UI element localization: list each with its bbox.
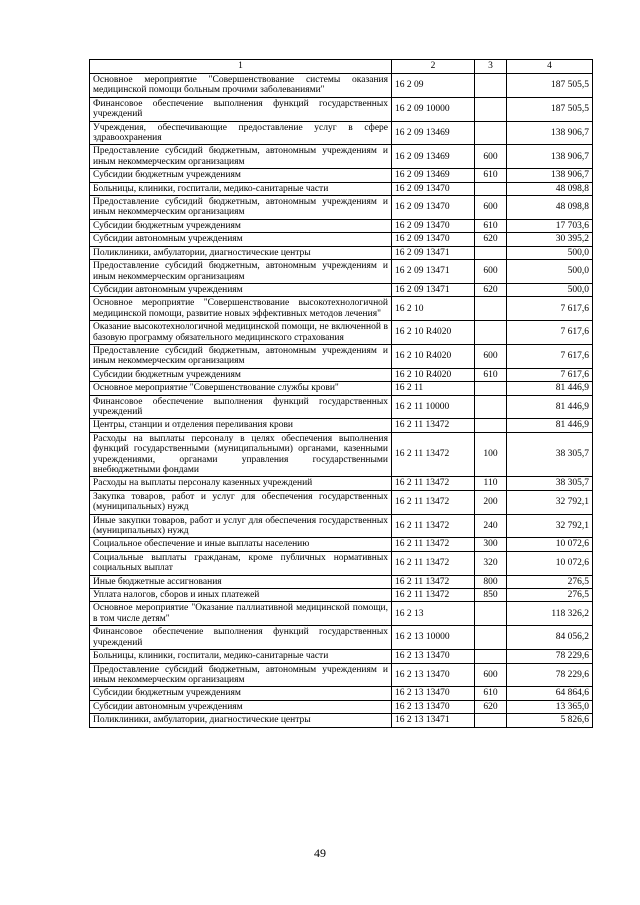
row-code-cell: 16 2 09 13469 <box>392 145 475 169</box>
row-code-cell: 16 2 11 13472 <box>392 419 475 432</box>
row-amount-cell: 500,0 <box>507 260 593 284</box>
table-row <box>90 714 593 727</box>
row-amount-cell: 81 446,9 <box>507 419 593 432</box>
row-name-cell: Социальные выплаты гражданам, кроме публичных нормативных социальных выплат <box>90 551 392 575</box>
page-number: 49 <box>314 846 326 860</box>
row-name-cell: Поликлиники, амбулатории, диагностические центры <box>90 714 392 727</box>
header-col-4: 4 <box>507 60 593 74</box>
row-type-cell <box>475 419 507 432</box>
row-type-cell: 600 <box>475 344 507 368</box>
row-code-cell: 16 2 11 13472 <box>392 477 475 490</box>
row-name-cell: Расходы на выплаты персоналу казенных учреждений <box>90 477 392 490</box>
row-code-cell: 16 2 13 13470 <box>392 663 475 687</box>
table-row <box>90 260 593 284</box>
row-name-cell: Расходы на выплаты персоналу в целях обеспечения выполнения функций государственными (муниципальными) органами, казенными учреждениями, органами управления государственными внебюджетными фондами <box>90 432 392 477</box>
row-name-cell: Уплата налогов, сборов и иных платежей <box>90 589 392 602</box>
table-row <box>90 368 593 381</box>
row-amount-cell: 500,0 <box>507 283 593 296</box>
table-row <box>90 687 593 700</box>
table-row <box>90 538 593 551</box>
row-name-cell: Центры, станции и отделения переливания крови <box>90 419 392 432</box>
row-code-cell: 16 2 09 13470 <box>392 233 475 246</box>
row-name-cell: Субсидии бюджетным учреждениям <box>90 368 392 381</box>
row-amount-cell: 10 072,6 <box>507 551 593 575</box>
row-amount-cell: 81 446,9 <box>507 382 593 395</box>
row-name-cell: Финансовое обеспечение выполнения функций государственных учреждений <box>90 395 392 419</box>
row-amount-cell: 38 305,7 <box>507 432 593 477</box>
row-type-cell: 620 <box>475 283 507 296</box>
table-row <box>90 395 593 419</box>
row-type-cell: 850 <box>475 589 507 602</box>
row-name-cell: Иные закупки товаров, работ и услуг для обеспечения государственных (муниципальных) нужд <box>90 514 392 538</box>
table-row <box>90 626 593 650</box>
row-type-cell <box>475 97 507 121</box>
row-amount-cell: 7 617,6 <box>507 368 593 381</box>
header-col-2: 2 <box>392 60 475 74</box>
row-code-cell: 16 2 11 10000 <box>392 395 475 419</box>
table-row <box>90 432 593 477</box>
table-row <box>90 121 593 145</box>
table-row <box>90 344 593 368</box>
row-type-cell: 620 <box>475 700 507 713</box>
row-code-cell: 16 2 09 13471 <box>392 246 475 259</box>
row-type-cell <box>475 121 507 145</box>
row-amount-cell: 84 056,2 <box>507 626 593 650</box>
row-type-cell <box>475 650 507 663</box>
row-type-cell: 600 <box>475 663 507 687</box>
row-name-cell: Поликлиники, амбулатории, диагностические центры <box>90 246 392 259</box>
row-name-cell: Основное мероприятие "Совершенствование службы крови" <box>90 382 392 395</box>
row-code-cell: 16 2 10 R4020 <box>392 321 475 345</box>
row-name-cell: Больницы, клиники, госпитали, медико-санитарные части <box>90 182 392 195</box>
row-code-cell: 16 2 10 R4020 <box>392 344 475 368</box>
row-name-cell: Основное мероприятие "Совершенствование высокотехнологичной медицинской помощи, развитие новых эффективных методов лечения" <box>90 297 392 321</box>
row-type-cell <box>475 626 507 650</box>
row-type-cell: 110 <box>475 477 507 490</box>
budget-table <box>89 59 593 728</box>
row-amount-cell: 138 906,7 <box>507 121 593 145</box>
row-code-cell: 16 2 09 13470 <box>392 182 475 195</box>
row-amount-cell: 38 305,7 <box>507 477 593 490</box>
table-row <box>90 219 593 232</box>
row-code-cell: 16 2 11 13472 <box>392 432 475 477</box>
row-code-cell: 16 2 10 R4020 <box>392 368 475 381</box>
row-name-cell: Основное мероприятие "Оказание паллиативной медицинской помощи, в том числе детям" <box>90 602 392 626</box>
row-type-cell <box>475 714 507 727</box>
table-row <box>90 169 593 182</box>
row-amount-cell: 17 703,6 <box>507 219 593 232</box>
row-name-cell: Финансовое обеспечение выполнения функций государственных учреждений <box>90 97 392 121</box>
row-name-cell: Социальное обеспечение и иные выплаты населению <box>90 538 392 551</box>
row-type-cell: 600 <box>475 145 507 169</box>
row-name-cell: Предоставление субсидий бюджетным, автономным учреждениям и иным некоммерческим организациям <box>90 260 392 284</box>
row-type-cell <box>475 382 507 395</box>
row-code-cell: 16 2 09 <box>392 74 475 98</box>
row-code-cell: 16 2 10 <box>392 297 475 321</box>
row-type-cell: 610 <box>475 169 507 182</box>
row-amount-cell: 138 906,7 <box>507 145 593 169</box>
table-row <box>90 575 593 588</box>
row-type-cell: 600 <box>475 196 507 220</box>
row-type-cell: 620 <box>475 233 507 246</box>
row-code-cell: 16 2 09 13471 <box>392 260 475 284</box>
row-amount-cell: 78 229,6 <box>507 663 593 687</box>
row-code-cell: 16 2 11 <box>392 382 475 395</box>
row-amount-cell: 7 617,6 <box>507 297 593 321</box>
row-code-cell: 16 2 13 13470 <box>392 687 475 700</box>
row-type-cell <box>475 321 507 345</box>
table-row <box>90 145 593 169</box>
row-amount-cell: 138 906,7 <box>507 169 593 182</box>
row-type-cell <box>475 74 507 98</box>
row-type-cell <box>475 297 507 321</box>
row-code-cell: 16 2 13 13470 <box>392 650 475 663</box>
row-amount-cell: 276,5 <box>507 575 593 588</box>
table-row <box>90 700 593 713</box>
row-code-cell: 16 2 13 10000 <box>392 626 475 650</box>
row-code-cell: 16 2 11 13472 <box>392 551 475 575</box>
row-type-cell <box>475 246 507 259</box>
row-type-cell <box>475 182 507 195</box>
row-name-cell: Финансовое обеспечение выполнения функций государственных учреждений <box>90 626 392 650</box>
row-name-cell: Предоставление субсидий бюджетным, автономным учреждениям и иным некоммерческим организациям <box>90 196 392 220</box>
table-header-row <box>90 60 593 74</box>
table-row <box>90 650 593 663</box>
row-code-cell: 16 2 09 13469 <box>392 121 475 145</box>
row-code-cell: 16 2 11 13472 <box>392 514 475 538</box>
table-row <box>90 97 593 121</box>
table-row <box>90 551 593 575</box>
table-row <box>90 321 593 345</box>
table-row <box>90 589 593 602</box>
row-code-cell: 16 2 11 13472 <box>392 538 475 551</box>
row-type-cell: 300 <box>475 538 507 551</box>
row-amount-cell: 13 365,0 <box>507 700 593 713</box>
row-type-cell <box>475 395 507 419</box>
table-row <box>90 602 593 626</box>
row-amount-cell: 7 617,6 <box>507 321 593 345</box>
row-name-cell: Закупка товаров, работ и услуг для обеспечения государственных (муниципальных) нужд <box>90 490 392 514</box>
row-amount-cell: 32 792,1 <box>507 514 593 538</box>
row-code-cell: 16 2 13 <box>392 602 475 626</box>
table-row <box>90 514 593 538</box>
table-row <box>90 477 593 490</box>
row-amount-cell: 48 098,8 <box>507 182 593 195</box>
budget-table-body <box>90 60 593 728</box>
table-row <box>90 297 593 321</box>
row-name-cell: Больницы, клиники, госпитали, медико-санитарные части <box>90 650 392 663</box>
table-row <box>90 233 593 246</box>
row-amount-cell: 187 505,5 <box>507 74 593 98</box>
row-type-cell <box>475 602 507 626</box>
table-row <box>90 382 593 395</box>
row-amount-cell: 64 864,6 <box>507 687 593 700</box>
row-name-cell: Субсидии бюджетным учреждениям <box>90 687 392 700</box>
row-name-cell: Предоставление субсидий бюджетным, автономным учреждениям и иным некоммерческим организациям <box>90 663 392 687</box>
row-code-cell: 16 2 09 10000 <box>392 97 475 121</box>
row-name-cell: Иные бюджетные ассигнования <box>90 575 392 588</box>
row-amount-cell: 500,0 <box>507 246 593 259</box>
row-code-cell: 16 2 13 13471 <box>392 714 475 727</box>
header-col-1: 1 <box>90 60 392 74</box>
row-type-cell: 240 <box>475 514 507 538</box>
row-code-cell: 16 2 09 13471 <box>392 283 475 296</box>
row-type-cell: 610 <box>475 368 507 381</box>
row-code-cell: 16 2 09 13470 <box>392 219 475 232</box>
row-name-cell: Основное мероприятие "Совершенствование системы оказания медицинской помощи больным прочими заболеваниями" <box>90 74 392 98</box>
row-code-cell: 16 2 11 13472 <box>392 589 475 602</box>
row-amount-cell: 10 072,6 <box>507 538 593 551</box>
row-type-cell: 610 <box>475 687 507 700</box>
row-type-cell: 100 <box>475 432 507 477</box>
row-amount-cell: 7 617,6 <box>507 344 593 368</box>
row-name-cell: Оказание высокотехнологичной медицинской помощи, не включенной в базовую программу обязательного медицинского страхования <box>90 321 392 345</box>
row-code-cell: 16 2 11 13472 <box>392 490 475 514</box>
row-amount-cell: 118 326,2 <box>507 602 593 626</box>
row-amount-cell: 30 395,2 <box>507 233 593 246</box>
row-name-cell: Предоставление субсидий бюджетным, автономным учреждениям и иным некоммерческим организациям <box>90 344 392 368</box>
table-row <box>90 196 593 220</box>
row-amount-cell: 81 446,9 <box>507 395 593 419</box>
row-name-cell: Субсидии бюджетным учреждениям <box>90 219 392 232</box>
row-amount-cell: 5 826,6 <box>507 714 593 727</box>
row-type-cell: 600 <box>475 260 507 284</box>
table-row <box>90 490 593 514</box>
header-col-3: 3 <box>475 60 507 74</box>
table-row <box>90 246 593 259</box>
row-code-cell: 16 2 09 13469 <box>392 169 475 182</box>
row-code-cell: 16 2 11 13472 <box>392 575 475 588</box>
table-row <box>90 663 593 687</box>
row-amount-cell: 32 792,1 <box>507 490 593 514</box>
row-name-cell: Предоставление субсидий бюджетным, автономным учреждениям и иным некоммерческим организациям <box>90 145 392 169</box>
table-row <box>90 182 593 195</box>
row-type-cell: 800 <box>475 575 507 588</box>
row-amount-cell: 78 229,6 <box>507 650 593 663</box>
row-amount-cell: 187 505,5 <box>507 97 593 121</box>
row-name-cell: Учреждения, обеспечивающие предоставление услуг в сфере здравоохранения <box>90 121 392 145</box>
row-name-cell: Субсидии бюджетным учреждениям <box>90 169 392 182</box>
row-name-cell: Субсидии автономным учреждениям <box>90 700 392 713</box>
row-name-cell: Субсидии автономным учреждениям <box>90 233 392 246</box>
row-type-cell: 610 <box>475 219 507 232</box>
row-type-cell: 320 <box>475 551 507 575</box>
row-amount-cell: 48 098,8 <box>507 196 593 220</box>
row-code-cell: 16 2 13 13470 <box>392 700 475 713</box>
row-name-cell: Субсидии автономным учреждениям <box>90 283 392 296</box>
table-row <box>90 283 593 296</box>
row-type-cell: 200 <box>475 490 507 514</box>
table-row <box>90 74 593 98</box>
row-amount-cell: 276,5 <box>507 589 593 602</box>
row-code-cell: 16 2 09 13470 <box>392 196 475 220</box>
table-row <box>90 419 593 432</box>
